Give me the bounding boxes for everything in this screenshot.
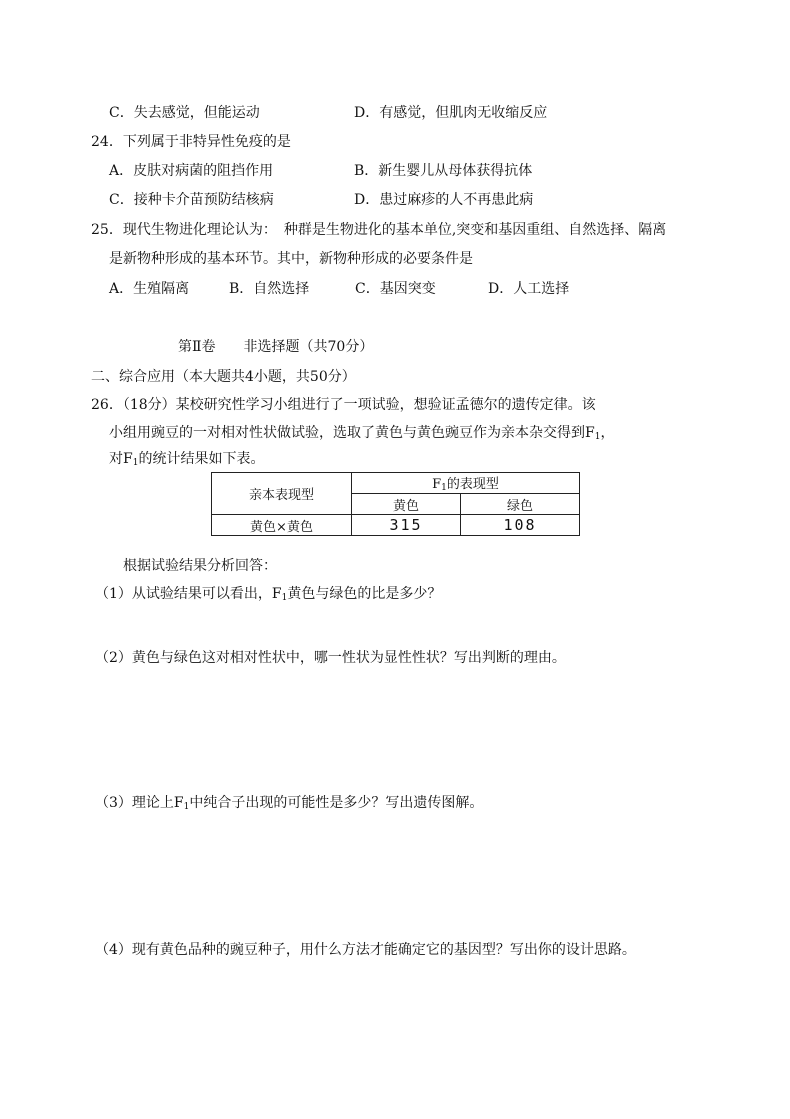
sub-question-3-end: 中纯合子出现的可能性是多少？写出遗传图解。 <box>189 795 484 811</box>
q24-option-b: B．新生婴儿从母体获得抗体 <box>354 163 533 179</box>
analysis-prompt: 根据试验结果分析回答： <box>123 558 277 574</box>
q25-option-d: D．人工选择 <box>488 281 570 297</box>
q24-option-c: C．接种卡介苗预防结核病 <box>109 192 274 208</box>
q23-option-c: C．失去感觉，但能运动 <box>109 105 260 121</box>
subscript: 1 <box>594 432 601 442</box>
subscript: 1 <box>281 593 288 603</box>
sub-question-2: （2）黄色与绿色这对相对性状中，哪一性状为显性性状？写出判断的理由。 <box>95 650 566 666</box>
q25-option-c: C．基因突变 <box>355 281 436 297</box>
q26-line2-text: 小组用豌豆的一对相对性状做试验，选取了黄色与黄色豌豆作为亲本杂交得到F <box>109 425 595 441</box>
q25-option-b: B．自然选择 <box>229 281 310 297</box>
subscript: 1 <box>132 458 139 468</box>
q24-stem: 24．下列属于非特异性免疫的是 <box>91 134 291 150</box>
q24-option-d: D．患过麻疹的人不再患此病 <box>354 192 534 208</box>
header-f1-text: F <box>432 477 442 492</box>
header-green: 绿色 <box>461 494 580 515</box>
q24-option-a: A．皮肤对病菌的阻挡作用 <box>109 163 274 179</box>
q25-stem-line1: 25．现代生物进化理论认为： 种群是生物进化的基本单位,突变和基因重组、自然选择、隔离 <box>91 222 667 238</box>
sub-question-4: （4）现有黄色品种的豌豆种子，用什么方法才能确定它的基因型？写出你的设计思路。 <box>95 942 636 958</box>
header-parent-phenotype: 亲本表现型 <box>212 473 352 515</box>
sub-question-1-text: （1）从试验结果可以看出，F <box>95 586 282 602</box>
q26-line1: 26．（18分）某校研究性学习小组进行了一项试验，想验证孟德尔的遗传定律。该 <box>91 397 596 413</box>
header-f1-suffix: 的表现型 <box>446 477 499 492</box>
cell-yellow-count: 315 <box>352 515 461 536</box>
sub-question-3-text: （3）理论上F <box>95 795 184 811</box>
q26-line3-end: 的统计结果如下表。 <box>138 451 265 467</box>
subscript: 1 <box>441 483 447 493</box>
subscript: 1 <box>183 802 190 812</box>
sub-question-3 <box>95 794 483 816</box>
q26-line3 <box>109 450 264 472</box>
cell-green-count: 108 <box>461 515 580 536</box>
q25-stem-line2: 是新物种形成的基本环节。其中，新物种形成的必要条件是 <box>109 251 473 267</box>
section-title: 第Ⅱ卷 非选择题（共70分） <box>178 339 374 355</box>
cell-parent-cross: 黄色×黄色 <box>212 515 352 536</box>
q23-option-d: D．有感觉，但肌肉无收缩反应 <box>354 105 548 121</box>
sub-question-1 <box>95 585 441 607</box>
part-heading: 二、综合应用（本大题共4小题，共50分） <box>91 369 356 385</box>
q25-option-a: A．生殖隔离 <box>109 281 190 297</box>
f1-results-table <box>211 472 580 536</box>
q26-line2 <box>109 424 614 446</box>
sub-question-1-end: 黄色与绿色的比是多少？ <box>287 586 442 602</box>
header-f1-phenotype <box>352 473 580 494</box>
q26-line2-end: ， <box>600 425 615 441</box>
header-yellow: 黄色 <box>352 494 461 515</box>
q26-line3-text: 对F <box>109 451 133 467</box>
